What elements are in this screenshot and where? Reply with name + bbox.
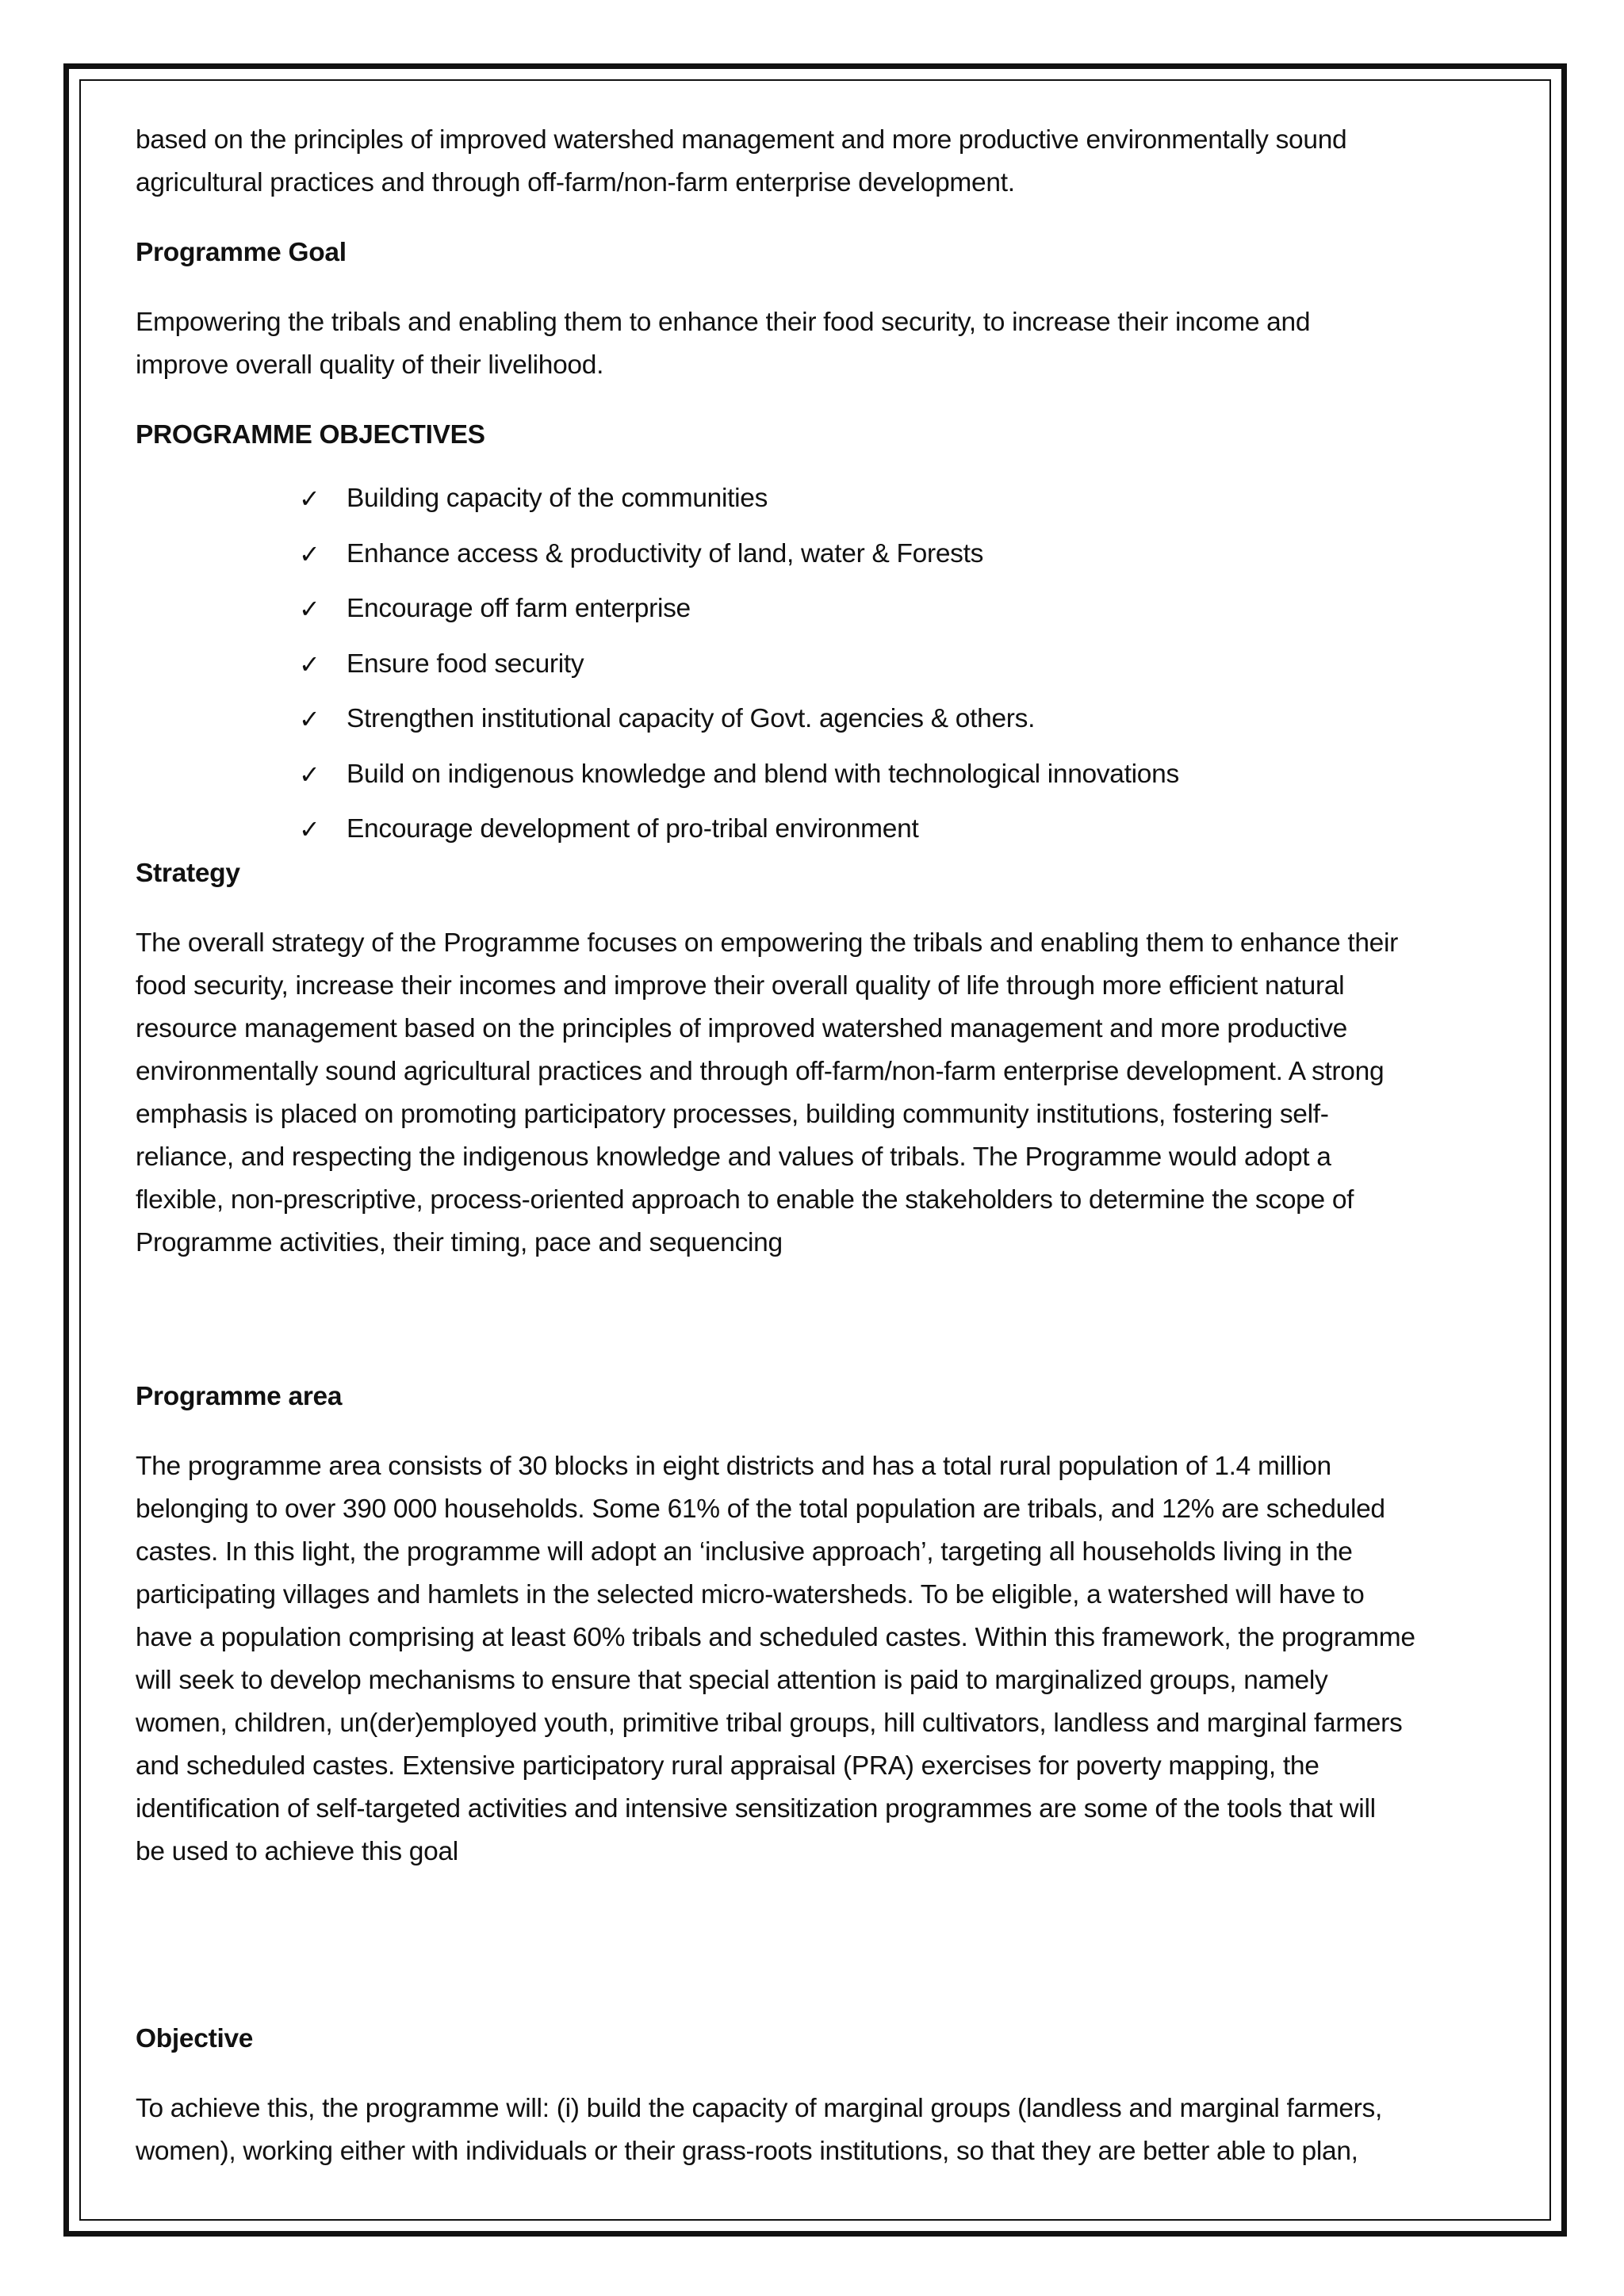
objective-line: women), working either with individuals or their grass-roots institutions, so that they are better able to plan, — [136, 2136, 1358, 2166]
programme-area-paragraph — [136, 1445, 1515, 1873]
area-line: The programme area consists of 30 blocks in eight districts and has a total rural population of 1.4 million — [136, 1451, 1331, 1481]
intro-line: agricultural practices and through off-farm/non-farm enterprise development. — [136, 168, 1015, 197]
objective-heading: Objective — [136, 2023, 254, 2053]
checkmark-icon: ✓ — [299, 484, 320, 514]
list-item — [299, 533, 1515, 588]
objectives-list — [136, 477, 1515, 863]
objective-item-text: Ensure food security — [347, 649, 584, 679]
strategy-line: The overall strategy of the Programme focuses on empowering the tribals and enabling them to enhance their — [136, 928, 1399, 958]
programme-goal-heading: Programme Goal — [136, 238, 347, 267]
list-item — [299, 477, 1515, 533]
objective-item-text: Strengthen institutional capacity of Govt. agencies & others. — [347, 704, 1036, 733]
intro-line: based on the principles of improved watershed management and more productive environmentally sound — [136, 125, 1347, 155]
strategy-line: reliance, and respecting the indigenous knowledge and values of tribals. The Programme would adopt a — [136, 1142, 1331, 1172]
area-line: participating villages and hamlets in the selected micro-watersheds. To be eligible, a watershed will have to — [136, 1579, 1365, 1609]
goal-line: improve overall quality of their livelihood. — [136, 350, 604, 380]
checkmark-icon: ✓ — [299, 649, 320, 679]
document-body — [136, 119, 1515, 2173]
checkmark-icon: ✓ — [299, 538, 320, 569]
list-item — [299, 698, 1515, 753]
programme-area-heading: Programme area — [136, 1381, 343, 1411]
objective-line: To achieve this, the programme will: (i) build the capacity of marginal groups (landless and marginal farmers, — [136, 2093, 1382, 2123]
strategy-line: emphasis is placed on promoting participatory processes, building community institutions, fostering self- — [136, 1099, 1329, 1129]
area-line: and scheduled castes. Extensive participatory rural appraisal (PRA) exercises for poverty mapping, the — [136, 1751, 1320, 1781]
strategy-line: food security, increase their incomes and improve their overall quality of life through more efficient natural — [136, 970, 1345, 1001]
objective-item-text: Encourage development of pro-tribal environment — [347, 814, 919, 844]
strategy-paragraph — [136, 922, 1515, 1265]
strategy-line: environmentally sound agricultural practices and through off-farm/non-farm enterprise development. A strong — [136, 1056, 1385, 1086]
area-line: be used to achieve this goal — [136, 1836, 458, 1866]
programme-goal-paragraph — [136, 301, 1515, 387]
objective-item-text: Build on indigenous knowledge and blend with technological innovations — [347, 759, 1179, 789]
list-item — [299, 753, 1515, 809]
strategy-line: resource management based on the principles of improved watershed management and more productive — [136, 1013, 1347, 1043]
area-line: belonging to over 390 000 households. Some 61% of the total population are tribals, and 12% are scheduled — [136, 1494, 1385, 1524]
strategy-heading: Strategy — [136, 858, 240, 888]
objective-item-text: Enhance access & productivity of land, water & Forests — [347, 538, 984, 568]
strategy-line: flexible, non-prescriptive, process-oriented approach to enable the stakeholders to determine the scope of — [136, 1184, 1354, 1215]
list-item — [299, 587, 1515, 643]
checkmark-icon: ✓ — [299, 814, 320, 844]
intro-paragraph — [136, 119, 1515, 205]
goal-line: Empowering the tribals and enabling them to enhance their food security, to increase their income and — [136, 308, 1311, 337]
strategy-line: Programme activities, their timing, pace and sequencing — [136, 1227, 783, 1257]
area-line: identification of self-targeted activities and intensive sensitization programmes are some of the tools that will — [136, 1793, 1376, 1823]
list-item — [299, 643, 1515, 698]
checkmark-icon: ✓ — [299, 704, 320, 734]
area-line: women, children, un(der)employed youth, primitive tribal groups, hill cultivators, landless and marginal farmers — [136, 1708, 1403, 1738]
objective-item-text: Encourage off farm enterprise — [347, 594, 691, 623]
area-line: have a population comprising at least 60% tribals and scheduled castes. Within this framework, the programme — [136, 1622, 1415, 1652]
checkmark-icon: ✓ — [299, 594, 320, 624]
objective-item-text: Building capacity of the communities — [347, 484, 768, 513]
checkmark-icon: ✓ — [299, 759, 320, 790]
objective-paragraph — [136, 2087, 1515, 2173]
area-line: castes. In this light, the programme will adopt an ‘inclusive approach’, targeting all households living in the — [136, 1536, 1353, 1567]
area-line: will seek to develop mechanisms to ensure that special attention is paid to marginalized groups, namely — [136, 1665, 1328, 1695]
programme-objectives-heading: PROGRAMME OBJECTIVES — [136, 420, 485, 450]
